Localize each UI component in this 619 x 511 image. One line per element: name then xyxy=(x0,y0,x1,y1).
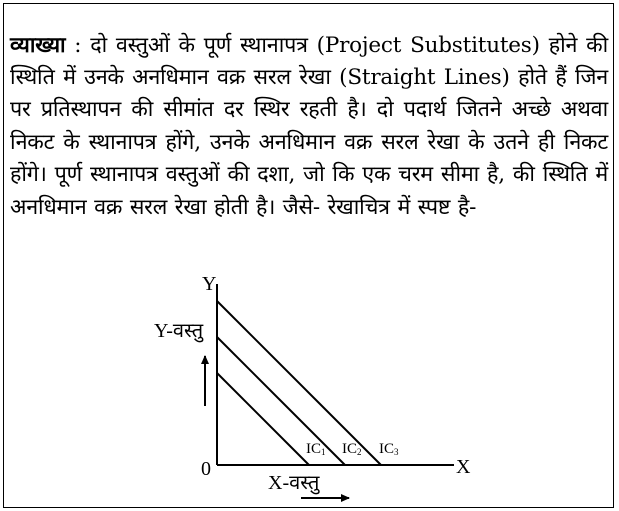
explanation-paragraph xyxy=(10,30,608,224)
origin-label: 0 xyxy=(201,458,211,480)
y-axis-label: Y xyxy=(202,273,217,295)
y-good-label: Y-वस्तु xyxy=(154,320,204,342)
ic2-label: $IC_2$ xyxy=(342,441,362,457)
ic3-label: $IC_3$ xyxy=(379,441,399,457)
ic1-line xyxy=(217,373,309,465)
indifference-curve-diagram xyxy=(4,266,614,508)
explanation-text: : दो वस्तुओं के पूर्ण स्थानापत्र (Project Substitutes) होने की स्थिति में उनके अनधिमान वक्र सरल रेखा (Straight Lines) होते हैं जिन पर प्रतिस्थापन की सीमांत दर स्थिर रहती है। दो पदार्थ जितने अच्छे अथवा निकट के स्थानापत्र होंगे, उनके अनधिमान वक्र सरल रेखा के उतने ही निकट होंगे। पूर्ण स्थानापत्र वस्तुओं की दशा, जो कि एक चरम सीमा है, की स्थिति में अनधिमान वक्र सरल रेखा होती है। जैसे- रेखाचित्र में स्पष्ट है- xyxy=(10,32,608,220)
ic1-label: $IC_1$ xyxy=(306,441,326,457)
explanation-heading: व्याख्या xyxy=(10,32,66,58)
x-good-label: X-वस्तु xyxy=(268,472,320,494)
x-axis-label: X xyxy=(456,456,471,478)
ic2-line xyxy=(217,337,345,465)
content-frame xyxy=(3,3,614,508)
